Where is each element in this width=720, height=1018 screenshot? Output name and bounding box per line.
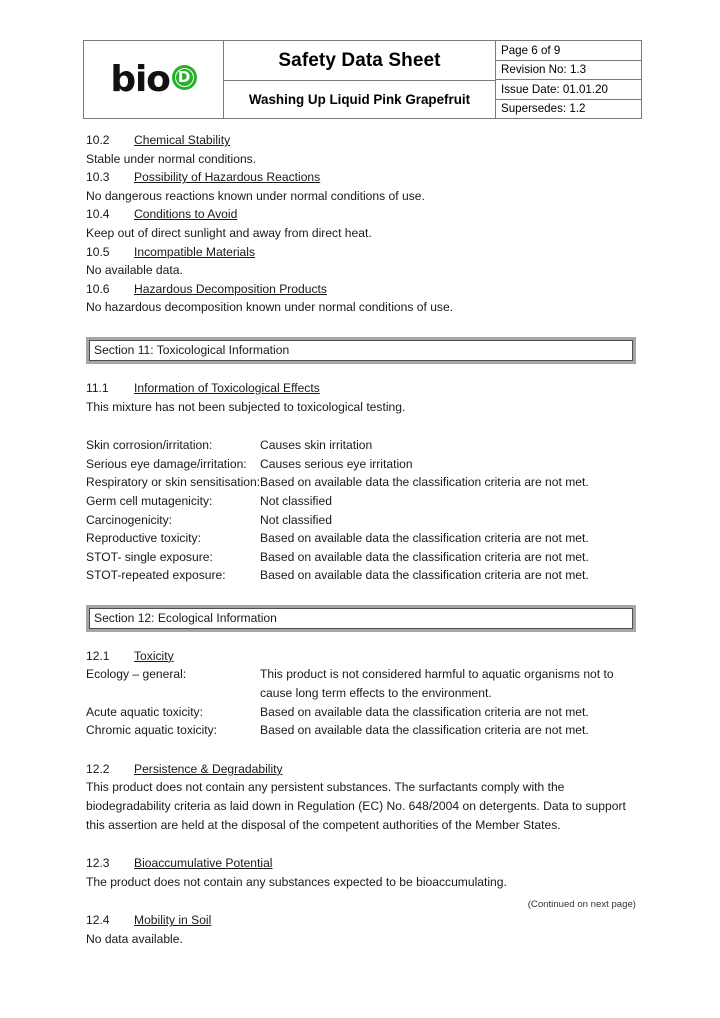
subsection-number: 12.4: [86, 913, 110, 928]
table-row: [86, 473, 642, 492]
row-value: Based on available data the classification criteria are not met.: [260, 475, 589, 490]
table-row: [86, 455, 642, 474]
issue-date: Issue Date: 01.01.20: [496, 80, 641, 100]
subsection-heading-11-1: [86, 379, 642, 398]
subsection-heading-10-5: [86, 243, 642, 262]
row-value: Based on available data the classification criteria are not met.: [260, 531, 589, 546]
subsection-title: Possibility of Hazardous Reactions: [134, 170, 321, 185]
table-row: [86, 492, 642, 511]
subsection-number: 10.6: [86, 281, 110, 296]
subsection-title: Incompatible Materials: [134, 244, 255, 259]
subsection-heading-10-2: [86, 131, 642, 150]
logo-d-badge-icon: [172, 65, 197, 90]
subsection-heading-10-4: [86, 205, 642, 224]
document-body: [86, 131, 642, 949]
subsection-title: Toxicity: [134, 648, 174, 663]
row-label: Serious eye damage/irritation:: [86, 456, 247, 471]
row-label: Ecology – general:: [86, 667, 187, 682]
subsection-title: Bioaccumulative Potential: [134, 856, 273, 871]
subsection-title: Conditions to Avoid: [134, 207, 238, 222]
table-row: [86, 665, 642, 702]
biod-logo: [110, 58, 196, 100]
subsection-number: 12.1: [86, 648, 110, 663]
table-row: [86, 703, 642, 722]
row-value: Causes skin irritation: [260, 438, 373, 453]
subsection-number: 10.3: [86, 170, 110, 185]
subsection-title: Persistence & Degradability: [134, 761, 283, 776]
title-cell: [224, 41, 496, 119]
section-10-group: [86, 131, 642, 317]
row-value: Based on available data the classification criteria are not met.: [260, 549, 589, 564]
subsection-number: 11.1: [86, 380, 109, 395]
subsection-heading-12-4: [86, 911, 642, 930]
spacer: [86, 740, 642, 760]
subsection-body-10-4: Keep out of direct sunlight and away from direct heat.: [86, 225, 372, 240]
subsection-body-10-3: No dangerous reactions known under normal conditions of use.: [86, 188, 425, 203]
page-number: Page 6 of 9: [496, 41, 641, 60]
section-12-banner: [86, 605, 636, 632]
subsection-body-12-3: The product does not contain any substances expected to be bioaccumulating.: [86, 874, 507, 889]
table-row: [86, 436, 642, 455]
subsection-heading-12-3: [86, 854, 642, 873]
revision-number: Revision No: 1.3: [496, 60, 641, 80]
metadata-cell: [496, 41, 642, 119]
row-label: Acute aquatic toxicity:: [86, 704, 203, 719]
spacer: [86, 834, 642, 854]
row-label: STOT-repeated exposure:: [86, 568, 226, 583]
document-title: Safety Data Sheet: [224, 42, 495, 81]
row-label: STOT- single exposure:: [86, 549, 213, 564]
subsection-number: 10.5: [86, 244, 110, 259]
subsection-body-10-6: No hazardous decomposition known under normal conditions of use.: [86, 300, 454, 315]
spacer: [86, 416, 642, 436]
section-11-banner: [86, 337, 636, 364]
row-value: Not classified: [260, 493, 332, 508]
row-label: Reproductive toxicity:: [86, 531, 201, 546]
logo-wordmark: bio: [110, 58, 170, 100]
subsection-body-11-1: This mixture has not been subjected to toxicological testing.: [86, 399, 406, 414]
row-value: Causes serious eye irritation: [260, 456, 413, 471]
document-header-table: [83, 40, 642, 119]
spacer: [86, 585, 642, 605]
row-label: Skin corrosion/irritation:: [86, 438, 213, 453]
spacer: [86, 364, 642, 379]
table-row: [86, 566, 642, 585]
subsection-body-10-2: Stable under normal conditions.: [86, 151, 257, 166]
logo-cell: [84, 41, 224, 119]
subsection-body-10-5: No available data.: [86, 263, 183, 278]
table-row: [86, 721, 642, 740]
spacer: [86, 317, 642, 337]
ecological-toxicity-table: [86, 665, 642, 739]
row-label: Carcinogenicity:: [86, 512, 173, 527]
row-label: Germ cell mutagenicity:: [86, 493, 213, 508]
logo-badge-letter: D: [177, 67, 191, 86]
section-11-banner-label: Section 11: Toxicological Information: [89, 340, 633, 361]
subsection-heading-10-3: [86, 168, 642, 187]
subsection-body-12-2: This product does not contain any persistent substances. The surfactants comply with the biodegradability criteria as laid down in Regulation (EC) No. 648/2004 on detergents. Data to support this assertion are held at the disposal of the competent authorities of the Member States.: [86, 780, 626, 832]
subsection-number: 12.3: [86, 856, 110, 871]
subsection-title: Chemical Stability: [134, 133, 231, 147]
row-value: Not classified: [260, 512, 332, 527]
subsection-heading-12-2: [86, 760, 642, 779]
row-value: Based on available data the classification criteria are not met.: [260, 704, 589, 719]
subsection-body-12-4: No data available.: [86, 932, 183, 946]
subsection-title: Information of Toxicological Effects: [134, 380, 320, 395]
subsection-number: 12.2: [86, 761, 110, 776]
toxicological-effects-table: [86, 436, 642, 585]
row-value: This product is not considered harmful to aquatic organisms not to cause long term effects to the environment.: [260, 667, 614, 701]
supersedes: Supersedes: 1.2: [501, 102, 586, 116]
table-row: [86, 548, 642, 567]
spacer: [86, 632, 642, 647]
section-12-banner-label: Section 12: Ecological Information: [89, 608, 633, 629]
table-row: [86, 511, 642, 530]
subsection-heading-10-6: [86, 280, 642, 299]
subsection-number: 10.4: [86, 207, 110, 222]
row-value: Based on available data the classification criteria are not met.: [260, 723, 589, 738]
product-name: Washing Up Liquid Pink Grapefruit: [248, 91, 471, 107]
table-row: [86, 529, 642, 548]
subsection-title: Mobility in Soil: [134, 913, 212, 928]
row-value: Based on available data the classification criteria are not met.: [260, 568, 589, 583]
subsection-number: 10.2: [86, 133, 110, 147]
subsection-heading-12-1: [86, 647, 642, 666]
row-label: Chromic aquatic toxicity:: [86, 723, 218, 738]
continued-notice: (Continued on next page): [527, 899, 636, 910]
subsection-title: Hazardous Decomposition Products: [134, 281, 327, 296]
row-label: Respiratory or skin sensitisation:: [86, 475, 261, 490]
